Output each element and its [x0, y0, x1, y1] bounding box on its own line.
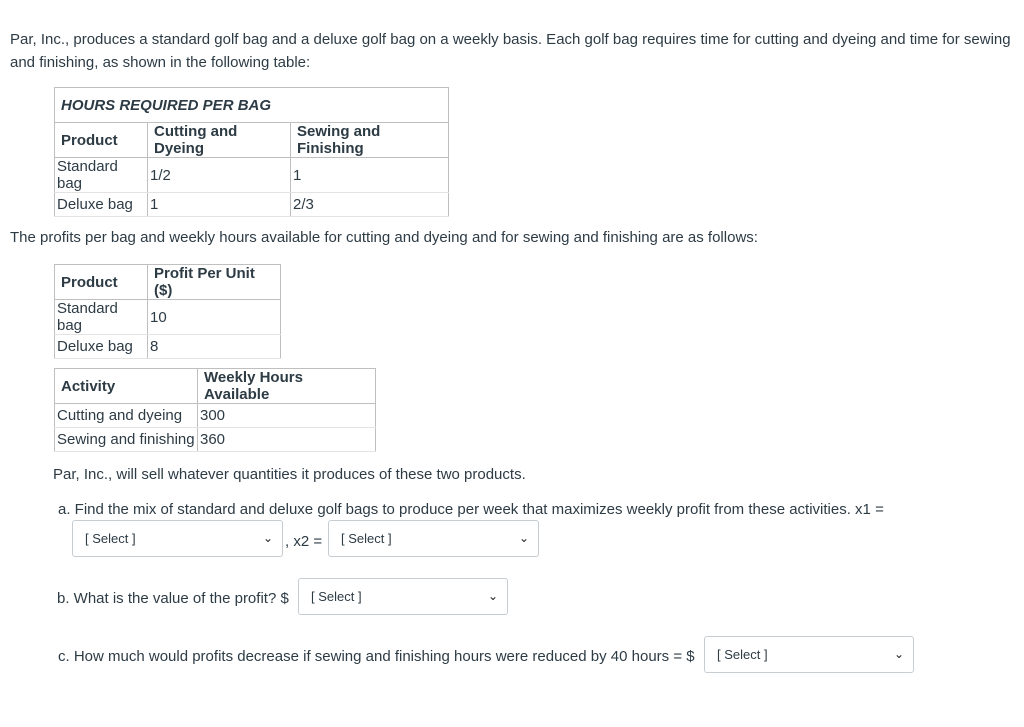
- sell-statement: Par, Inc., will sell whatever quantities it produces of these two products.: [53, 466, 526, 483]
- cell: 1: [148, 193, 291, 217]
- chevron-down-icon: ⌄: [518, 531, 529, 545]
- col-header-weekly-hours: Weekly Hours Available: [198, 369, 376, 404]
- cell: 1/2: [148, 158, 291, 193]
- table-row: [55, 158, 449, 193]
- cell: 2/3: [291, 193, 449, 217]
- chevron-down-icon: ⌄: [487, 589, 498, 603]
- profit-table: [54, 264, 281, 359]
- table-row: [55, 428, 376, 452]
- profit-select[interactable]: [298, 578, 508, 615]
- cell: Standard bag: [55, 158, 148, 193]
- chevron-down-icon: ⌄: [893, 647, 904, 661]
- col-header-product: Product: [55, 123, 148, 158]
- table-title: HOURS REQUIRED PER BAG: [55, 88, 449, 123]
- x1-select[interactable]: [72, 520, 283, 557]
- cell: Standard bag: [55, 300, 148, 335]
- cell: Cutting and dyeing: [55, 404, 198, 428]
- cell: Deluxe bag: [55, 335, 148, 359]
- cell: 10: [148, 300, 281, 335]
- x1-select-value: [ Select ]: [85, 531, 136, 546]
- question-c: c. How much would profits decrease if sewing and finishing hours were reduced by 40 hours = $: [58, 648, 695, 665]
- x2-label: , x2 =: [285, 533, 323, 550]
- x2-select[interactable]: [328, 520, 539, 557]
- decrease-select-value: [ Select ]: [717, 647, 768, 662]
- activity-table: [54, 368, 376, 452]
- cell: 8: [148, 335, 281, 359]
- cell: 360: [198, 428, 376, 452]
- hours-required-table: [54, 87, 449, 217]
- table-row: [55, 193, 449, 217]
- col-header-product: Product: [55, 265, 148, 300]
- profits-paragraph: The profits per bag and weekly hours available for cutting and dyeing and for sewing and finishing are as follows:: [10, 229, 758, 246]
- chevron-down-icon: ⌄: [262, 531, 273, 545]
- question-b: b. What is the value of the profit? $: [57, 590, 289, 607]
- table-row: [55, 404, 376, 428]
- decrease-select[interactable]: [704, 636, 914, 673]
- profit-select-value: [ Select ]: [311, 589, 362, 604]
- cell: Deluxe bag: [55, 193, 148, 217]
- col-header-profit: Profit Per Unit ($): [148, 265, 281, 300]
- cell: Sewing and finishing: [55, 428, 198, 452]
- table-row: [55, 300, 281, 335]
- table-row: [55, 335, 281, 359]
- cell: 300: [198, 404, 376, 428]
- col-header-activity: Activity: [55, 369, 198, 404]
- cell: 1: [291, 158, 449, 193]
- intro-paragraph: Par, Inc., produces a standard golf bag and a deluxe golf bag on a weekly basis. Each golf bag requires time for cutting and dyeing and time for sewing and finishing, as shown in the following table:: [10, 31, 1011, 71]
- x2-select-value: [ Select ]: [341, 531, 392, 546]
- col-header-sewing-finishing: Sewing and Finishing: [291, 123, 449, 158]
- col-header-cutting-dyeing: Cutting and Dyeing: [148, 123, 291, 158]
- question-a: a. Find the mix of standard and deluxe golf bags to produce per week that maximizes weekly profit from these activities. x1 =: [58, 501, 884, 518]
